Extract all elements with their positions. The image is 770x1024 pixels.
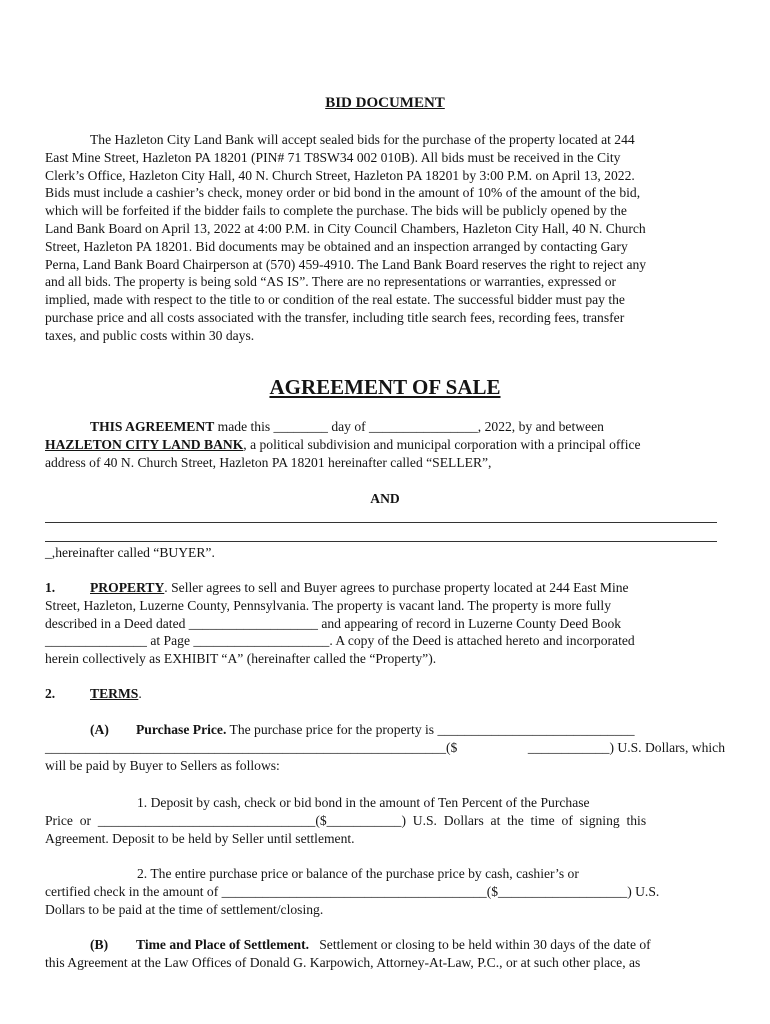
purchase-price-heading: Purchase Price. bbox=[136, 722, 227, 737]
bid-line: and all bids. The property is being sold “AS IS”. There are no representations or warranties, expressed or bbox=[45, 274, 617, 290]
bid-line: which will be forfeited if the bidder fails to complete the purchase. The bids will be publicly opened by the bbox=[45, 203, 627, 219]
seller-rest: , a political subdivision and municipal corporation with a principal office bbox=[243, 436, 641, 452]
bid-line: Bids must include a cashier’s check, money order or bid bond in the amount of 10% of the amount of the bid, bbox=[45, 185, 641, 201]
deposit-clause-1: 1. Deposit by cash, check or bid bond in the amount of Ten Percent of the Purchase Price or ________________________________($___________) U.S. Dollars at the time of signing this Agreement. Deposit to be held by Seller until settlement. bbox=[45, 795, 647, 846]
bid-line: implied, made with respect to the title to or condition of the real estate. The successful bidder must pay the bbox=[45, 292, 625, 308]
bid-document-body bbox=[45, 131, 725, 345]
property-line: Street, Hazleton, Luzerne County, Pennsylvania. The property is vacant land. The property is more fully bbox=[45, 597, 611, 613]
bid-line: taxes, and public costs within 30 days. bbox=[45, 327, 255, 343]
agreement-intro bbox=[45, 418, 725, 471]
section-settlement bbox=[45, 936, 725, 972]
section-terms: 2. TERMS. bbox=[45, 686, 142, 701]
bid-line: East Mine Street, Hazleton PA 18201 (PIN# 71 T8SW34 002 010B). All bids must be received in the City bbox=[45, 149, 621, 165]
bid-document-title: BID DOCUMENT bbox=[325, 95, 445, 111]
property-line: herein collectively as EXHIBIT “A” (hereinafter called the “Property”). bbox=[45, 651, 437, 667]
section-property bbox=[45, 579, 725, 668]
settlement-line1: Settlement or closing to be held within 30 days of the date of bbox=[309, 937, 651, 952]
purchase-price-line3: will be paid by Buyer to Sellers as follows: bbox=[45, 757, 280, 773]
purchase-price-line1: The purchase price for the property is _____________________________ bbox=[226, 722, 635, 737]
and-label: AND bbox=[370, 491, 400, 506]
purchase-price-amount-words: ___________________________________________________________($ bbox=[45, 739, 458, 755]
seller-name: HAZLETON CITY LAND BANK bbox=[45, 436, 244, 452]
settlement-heading: Time and Place of Settlement. bbox=[136, 937, 310, 952]
bid-line: Clerk’s Office, Hazleton City Hall, 40 N. Church Street, Hazleton PA 18201 by 3:00 P.M. on April 13, 2022. bbox=[45, 167, 635, 183]
deposit-clause-2: 2. The entire purchase price or balance of the purchase price by cash, cashier’s or certified check in the amount of _______________________________________($___________________) U.S. Dollars to be paid at the time of settlement/closing. bbox=[45, 866, 660, 917]
buyer-line: _,hereinafter called “BUYER”. bbox=[45, 545, 215, 560]
settlement-line2: this Agreement at the Law Offices of Donald G. Karpowich, Attorney-At-Law, P.C., or at such other place, as bbox=[45, 954, 641, 970]
agreement-title: AGREEMENT OF SALE bbox=[269, 375, 501, 399]
intro-rest: made this ________ day of ________________, 2022, by and between bbox=[214, 419, 604, 434]
subsection-label: (B) bbox=[90, 937, 109, 952]
bid-line: Perna, Land Bank Board Chairperson at (570) 459-4910. The Land Bank Board reserves the right to reject any bbox=[45, 256, 647, 272]
property-line1: . Seller agrees to sell and Buyer agrees to purchase property located at 244 East Mine bbox=[164, 580, 629, 595]
subsection-label: (A) bbox=[90, 722, 109, 737]
property-line: described in a Deed dated ___________________ and appearing of record in Luzerne County Deed Book bbox=[45, 615, 622, 631]
bid-line: Land Bank Board on April 13, 2022 at 4:00 P.M. in City Council Chambers, Hazleton City Hall, 40 N. Church bbox=[45, 220, 646, 236]
terms-heading: TERMS bbox=[90, 686, 139, 701]
seller-line2: address of 40 N. Church Street, Hazleton PA 18201 hereinafter called “SELLER”, bbox=[45, 454, 492, 470]
intro-bold: THIS AGREEMENT bbox=[90, 419, 215, 434]
bid-line: purchase price and all costs associated with the transfer, including title search fees, recording fees, transfer bbox=[45, 309, 625, 325]
property-line: _______________ at Page ____________________. A copy of the Deed is attached hereto and incorporated bbox=[45, 633, 635, 649]
section-purchase-price bbox=[45, 721, 725, 774]
section-number: 1. bbox=[45, 580, 56, 595]
buyer-blank-line-2[interactable] bbox=[45, 541, 717, 542]
property-heading: PROPERTY bbox=[90, 580, 165, 595]
purchase-price-amount-figure: ____________) U.S. Dollars, which bbox=[527, 739, 725, 755]
section-number: 2. bbox=[45, 686, 56, 701]
bid-line: The Hazleton City Land Bank will accept sealed bids for the purchase of the property located at 244 bbox=[90, 132, 635, 147]
bid-line: Street, Hazleton PA 18201. Bid documents may be obtained and an inspection arranged by contacting Gary bbox=[45, 238, 628, 254]
buyer-blank-line-1[interactable] bbox=[45, 522, 717, 523]
